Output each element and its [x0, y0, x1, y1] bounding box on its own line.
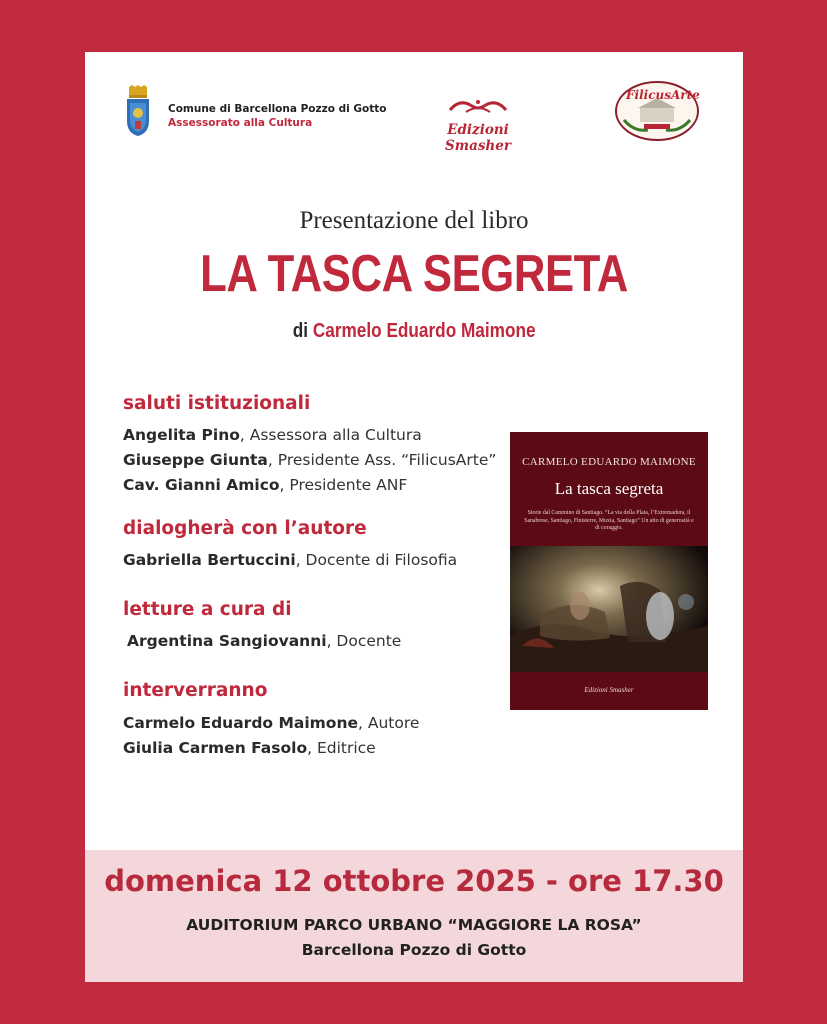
section-heading-letture: letture a cura di — [123, 599, 292, 620]
smasher-swirl-icon — [446, 98, 510, 116]
cover-author: CARMELO EDUARDO MAIMONE — [522, 456, 696, 468]
program-line — [123, 476, 407, 494]
event-subtitle: Presentazione del libro — [299, 207, 529, 234]
cover-blurb: Storie dal Cammino di Santiago. “La via della Plata, l’Extremadura, il Sanabrese, Santiago, Finisterre, Muxia, Santiago” Un atto di generosità e di coraggio. — [524, 510, 694, 532]
person-role: , Assessora alla Cultura — [239, 426, 422, 444]
program-line — [123, 551, 457, 569]
section-heading-interverranno: interverranno — [123, 680, 268, 701]
cover-publisher: Edizioni Smasher — [584, 686, 634, 694]
program-line — [123, 451, 496, 469]
book-cover-image — [510, 432, 708, 710]
filicusarte-logo-text: FilicusArte — [626, 88, 700, 102]
person-name: Carmelo Eduardo Maimone — [123, 714, 359, 732]
person-name: Argentina Sangiovanni — [127, 632, 327, 650]
cover-title: La tasca segreta — [554, 479, 664, 498]
program-line — [123, 739, 376, 757]
program-line — [123, 714, 419, 732]
event-details-band — [85, 850, 743, 982]
person-name: Cav. Gianni Amico — [123, 476, 280, 494]
program-line — [123, 426, 422, 444]
comune-label — [168, 102, 386, 130]
person-name: Gabriella Bertuccini — [123, 551, 296, 569]
filicusarte-logo — [614, 80, 700, 142]
person-role: , Presidente Ass. “FilicusArte” — [267, 451, 497, 469]
person-role: , Editrice — [307, 739, 376, 757]
byline — [85, 320, 743, 343]
event-poster — [85, 52, 743, 982]
smasher-logo-text: Edizioni Smasher — [445, 122, 511, 154]
person-role: , Presidente ANF — [279, 476, 408, 494]
book-title: LA TASCA SEGRETA — [200, 245, 628, 303]
person-name: Angelita Pino — [123, 426, 240, 444]
section-heading-saluti: saluti istituzionali — [123, 393, 311, 414]
event-venue: AUDITORIUM PARCO URBANO “MAGGIORE LA ROSA” — [186, 916, 642, 934]
event-date-time: domenica 12 ottobre 2025 - ore 17.30 — [104, 864, 724, 898]
person-role: , Docente di Filosofia — [295, 551, 458, 569]
coat-of-arms-icon — [125, 85, 151, 137]
assessorato-name: Assessorato alla Cultura — [168, 117, 313, 129]
person-role: , Autore — [358, 714, 420, 732]
byline-prefix: di — [292, 320, 308, 342]
event-city: Barcellona Pozzo di Gotto — [301, 941, 527, 959]
section-heading-dialoghera: dialogherà con l’autore — [123, 518, 367, 539]
byline-author: Carmelo Eduardo Maimone — [312, 320, 536, 342]
person-name: Giulia Carmen Fasolo — [123, 739, 308, 757]
comune-name: Comune di Barcellona Pozzo di Gotto — [168, 103, 387, 115]
smasher-logo — [413, 98, 543, 154]
person-name: Giuseppe Giunta — [123, 451, 268, 469]
cover-painting — [510, 546, 708, 672]
person-role: , Docente — [326, 632, 402, 650]
program-line — [127, 632, 401, 650]
